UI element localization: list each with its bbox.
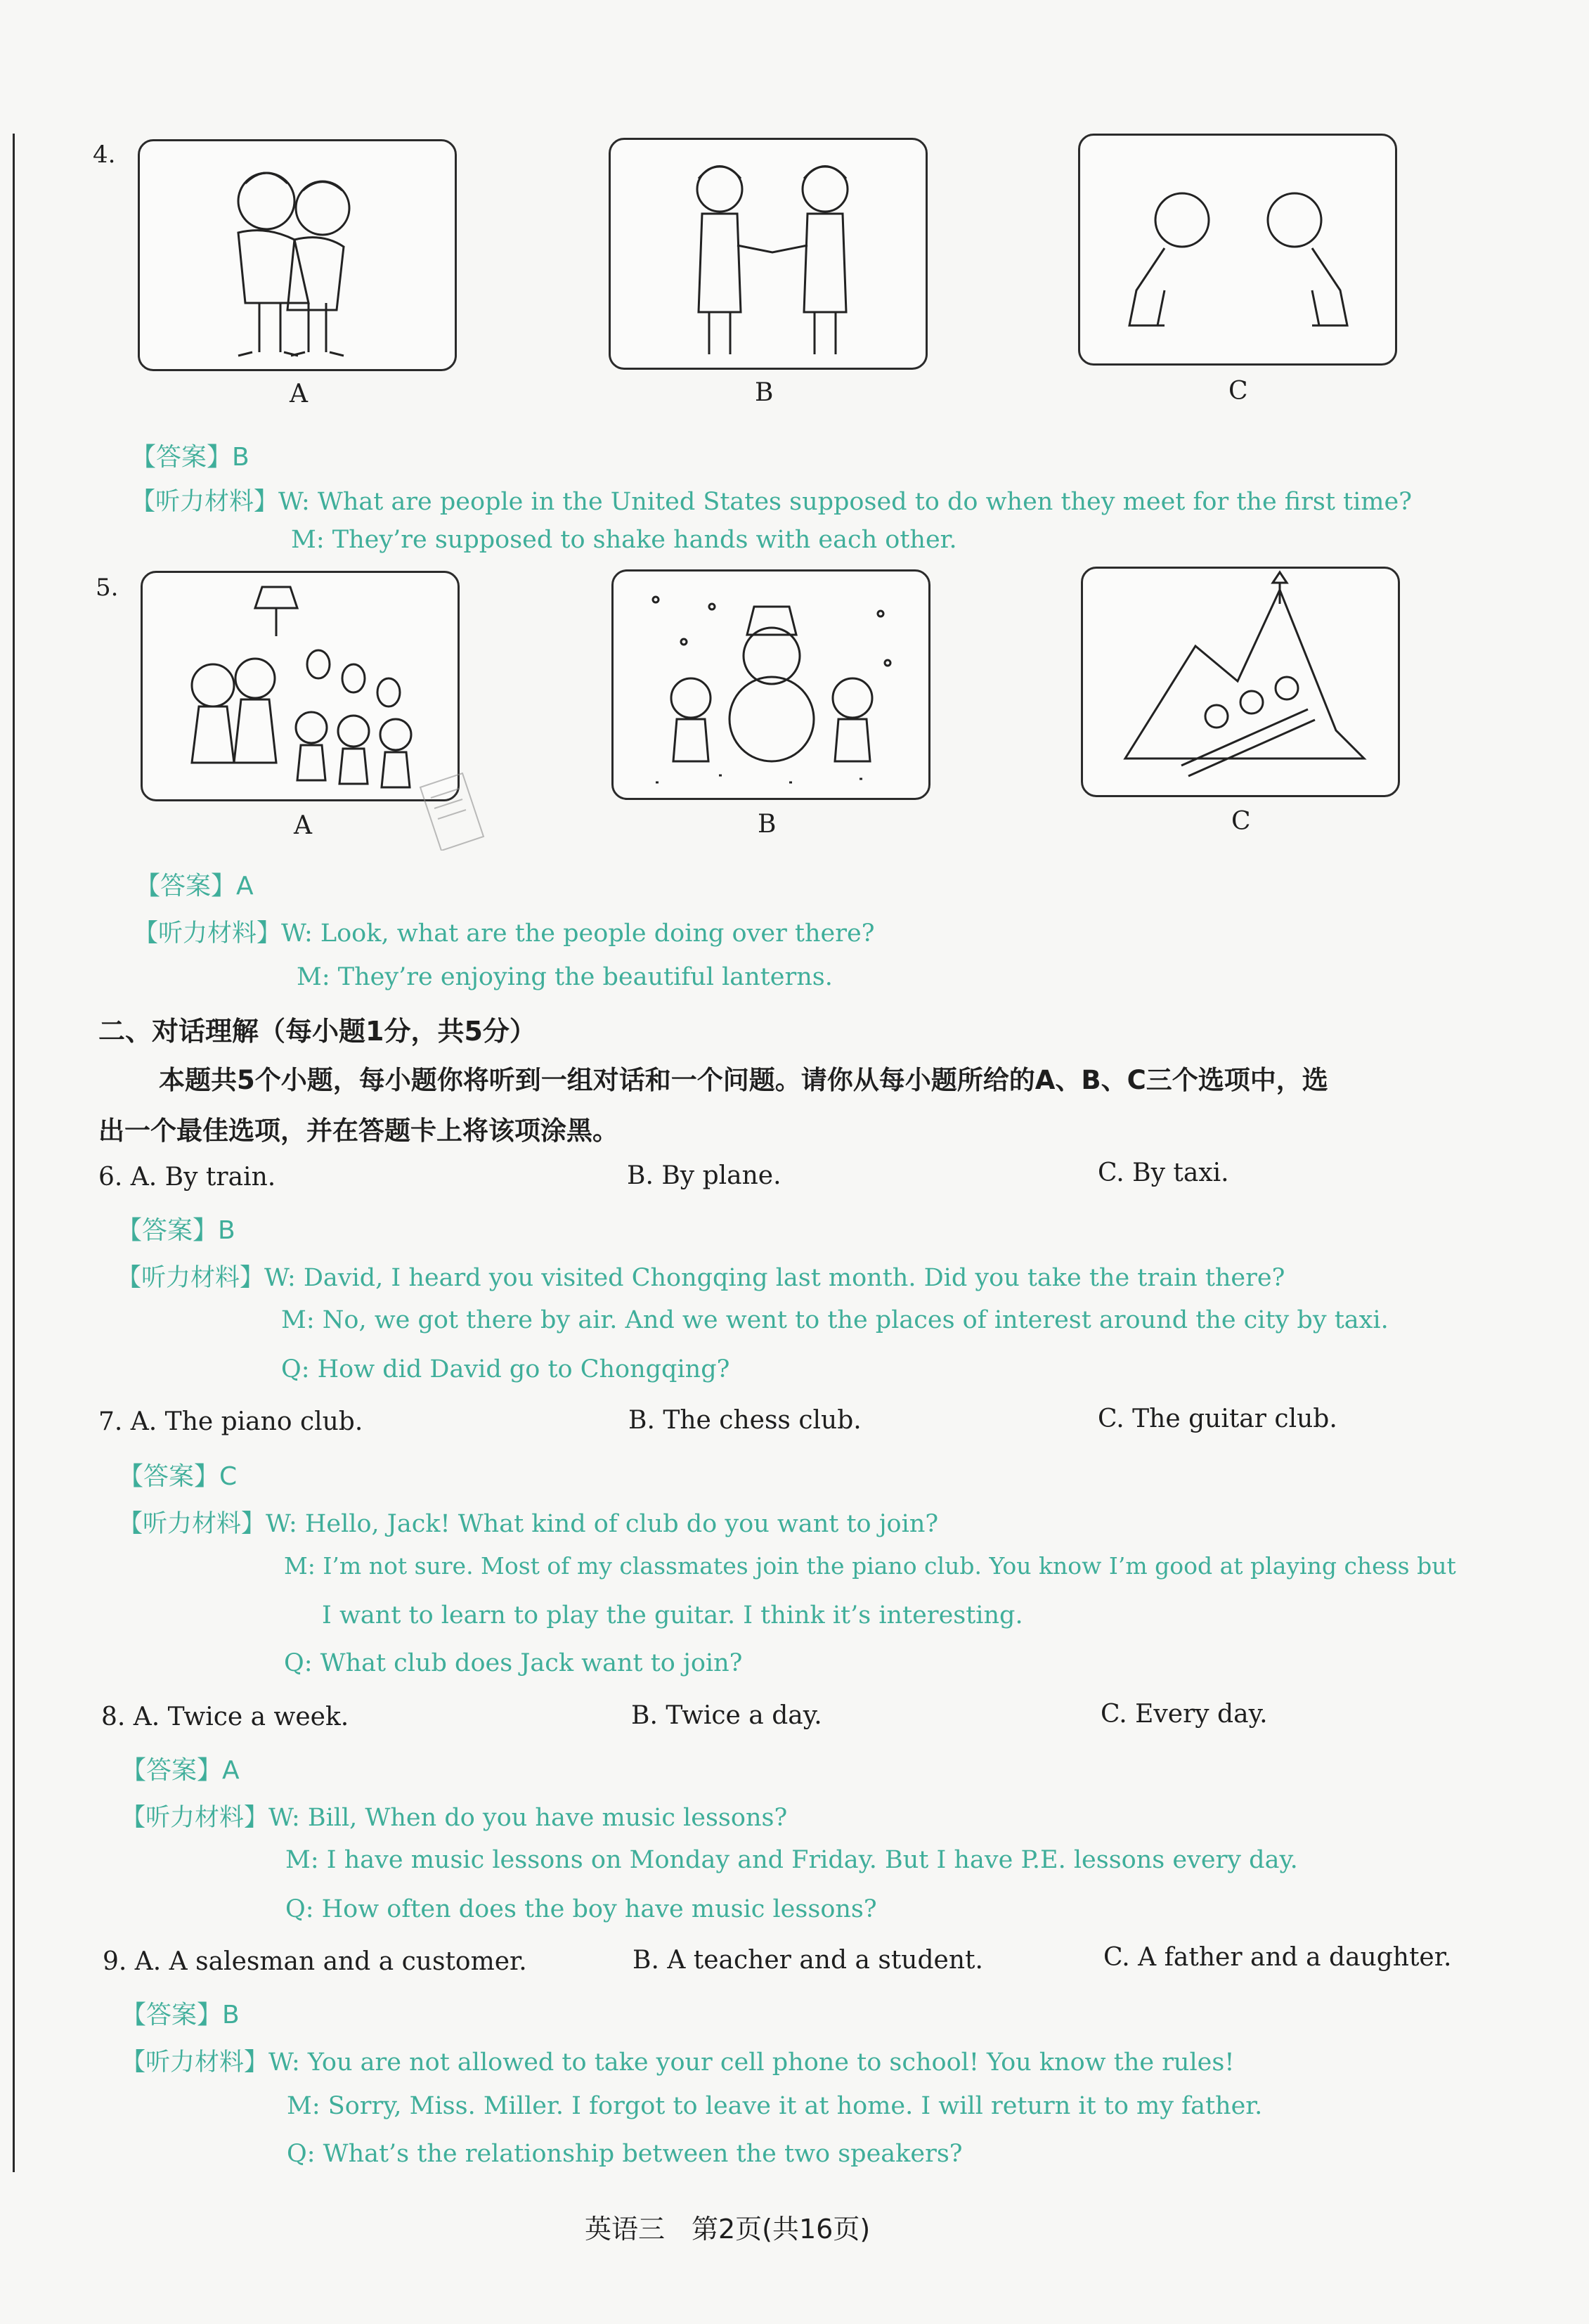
q4-label-a: A (290, 380, 308, 408)
left-margin-rule (13, 134, 15, 2172)
q8-transcript-line-1 (121, 1798, 787, 1833)
q8-option-a[interactable]: 8. A. Twice a week. (101, 1703, 349, 1731)
transcript-text: W: David, I heard you visited Chongqing last month. Did you take the train there? (264, 1264, 1285, 1292)
q9-answer (121, 1995, 240, 2031)
handshake-illustration (611, 140, 926, 368)
q5-number: 5. (96, 574, 119, 602)
q4-label-c: C (1228, 377, 1248, 406)
transcript-text: W: What are people in the United States supposed to do when they meet for the first time? (278, 488, 1412, 516)
q9-option-b[interactable]: B. A teacher and a student. (633, 1946, 983, 1975)
q9-transcript-line-2: M: Sorry, Miss. Miller. I forgot to leave it at home. I will return it to my father. (287, 2092, 1263, 2120)
lanterns-illustration (143, 573, 458, 799)
q5-transcript-line-2: M: They’re enjoying the beautiful lanterns. (297, 963, 833, 991)
answer-value: A (236, 872, 254, 900)
q6-option-c[interactable]: C. By taxi. (1098, 1158, 1229, 1187)
q5-label-c: C (1231, 807, 1251, 836)
q7-option-b[interactable]: B. The chess club. (628, 1406, 862, 1435)
q8-answer (121, 1750, 240, 1786)
answer-tag: 【答案】 (117, 1216, 219, 1245)
q8-transcript-line-3: Q: How often does the boy have music lessons? (285, 1895, 877, 1923)
answer-tag: 【答案】 (135, 872, 237, 900)
answer-tag: 【答案】 (118, 1462, 220, 1491)
q5-label-a: A (294, 811, 312, 840)
transcript-tag: 【听力材料】 (117, 1264, 265, 1292)
bow-illustration (1080, 136, 1395, 363)
answer-tag: 【答案】 (121, 1756, 223, 1785)
q6-transcript-line-3: Q: How did David go to Chongqing? (281, 1355, 730, 1383)
q9-option-a[interactable]: 9. A. A salesman and a customer. (103, 1947, 527, 1976)
transcript-text: W: Look, what are the people doing over there? (281, 919, 875, 948)
q6-option-a[interactable]: 6. A. By train. (98, 1163, 276, 1192)
answer-tag: 【答案】 (131, 443, 233, 472)
q6-transcript-line-1 (117, 1258, 1285, 1293)
answer-value: C (219, 1462, 238, 1491)
q8-transcript-line-2: M: I have music lessons on Monday and Friday. But I have P.E. lessons every day. (285, 1846, 1298, 1874)
q5-image-a-lanterns[interactable] (141, 571, 460, 801)
q9-transcript-line-3: Q: What’s the relationship between the two speakers? (287, 2140, 963, 2168)
q4-image-b-handshake[interactable] (609, 138, 928, 370)
q7-transcript-line-1 (118, 1504, 938, 1539)
snowman-illustration (614, 572, 928, 798)
q7-transcript-line-3: I want to learn to play the guitar. I think it’s interesting. (322, 1601, 1023, 1629)
q9-transcript-line-1 (121, 2043, 1234, 2078)
answer-value: A (222, 1756, 240, 1785)
transcript-text: W: Bill, When do you have music lessons? (268, 1804, 788, 1832)
q7-answer (118, 1457, 237, 1492)
q4-answer (131, 437, 249, 473)
section-2-instruction-line-2: 出一个最佳选项，并在答题卡上将该项涂黑。 (98, 1116, 618, 1146)
q4-label-b: B (755, 378, 774, 407)
transcript-text: W: Hello, Jack! What kind of club do you want to join? (266, 1510, 939, 1538)
answer-tag: 【答案】 (121, 2001, 223, 2029)
transcript-tag: 【听力材料】 (134, 919, 282, 948)
answer-value: B (232, 443, 249, 472)
q4-image-c-bow[interactable] (1078, 134, 1397, 366)
transcript-tag: 【听力材料】 (131, 488, 279, 516)
transcript-text: W: You are not allowed to take your cell phone to school! You know the rules! (268, 2048, 1235, 2077)
transcript-tag: 【听力材料】 (121, 2048, 269, 2077)
q7-transcript-line-4: Q: What club does Jack want to join? (284, 1649, 743, 1677)
q4-number: 4. (93, 141, 116, 169)
q5-transcript-line-1 (134, 914, 874, 949)
q7-option-c[interactable]: C. The guitar club. (1098, 1405, 1337, 1433)
q6-transcript-line-2: M: No, we got there by air. And we went to the places of interest around the city by taxi. (281, 1306, 1389, 1334)
q6-option-b[interactable]: B. By plane. (627, 1161, 781, 1190)
page-footer: 英语三 第2页(共16页) (585, 2214, 871, 2245)
mountain-climb-illustration (1083, 569, 1398, 795)
q9-option-c[interactable]: C. A father and a daughter. (1103, 1943, 1452, 1972)
q8-option-c[interactable]: C. Every day. (1101, 1700, 1268, 1729)
q8-option-b[interactable]: B. Twice a day. (631, 1701, 822, 1730)
q5-label-b: B (758, 810, 777, 839)
section-2-title: 二、对话理解（每小题1分，共5分） (98, 1016, 536, 1047)
q7-option-a[interactable]: 7. A. The piano club. (98, 1407, 363, 1436)
transcript-tag: 【听力材料】 (121, 1804, 269, 1832)
q5-answer (135, 866, 254, 902)
answer-value: B (222, 2001, 240, 2029)
q4-transcript-line-2: M: They’re supposed to shake hands with each other. (291, 526, 957, 554)
section-2-instruction-line-1: 本题共5个小题，每小题你将听到一组对话和一个问题。请你从每小题所给的A、B、C三个选项中，选 (159, 1065, 1328, 1095)
q7-transcript-line-2: M: I’m not sure. Most of my classmates join the piano club. You know I’m good at playing chess but (284, 1552, 1456, 1580)
transcript-tag: 【听力材料】 (118, 1510, 266, 1538)
hug-illustration (140, 141, 455, 369)
watermark-stamp-icon (413, 766, 491, 851)
q5-image-b-snowman[interactable] (611, 569, 930, 800)
q6-answer (117, 1211, 235, 1246)
q4-transcript-line-1 (131, 482, 1412, 517)
q4-image-a-hug[interactable] (138, 139, 457, 371)
answer-value: B (218, 1216, 235, 1245)
q5-image-c-mountain[interactable] (1081, 567, 1400, 797)
